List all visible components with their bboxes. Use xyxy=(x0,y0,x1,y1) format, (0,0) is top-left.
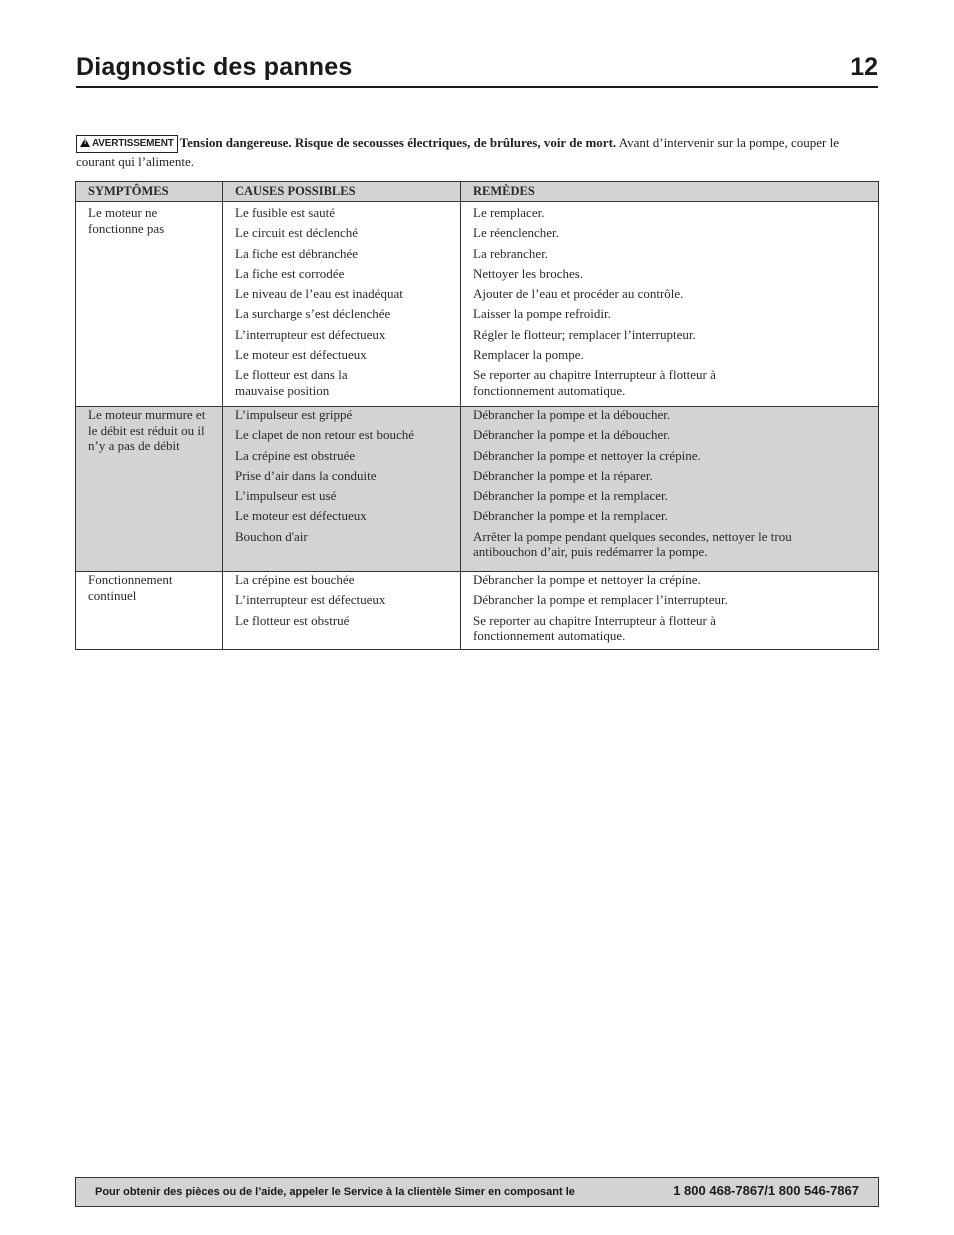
cause-item: Bouchon d'air xyxy=(235,528,308,544)
remedy-item: Débrancher la pompe et nettoyer la crépine. xyxy=(473,572,701,587)
symptom-text: Le moteur ne fonctionne pas xyxy=(88,205,165,236)
remedy-item: Débrancher la pompe et la remplacer. xyxy=(473,508,668,524)
remedies-cell xyxy=(461,202,879,407)
cause-item: Le moteur est défectueux xyxy=(235,347,367,363)
table-row xyxy=(76,572,879,650)
cause-item: La crépine est obstruée xyxy=(235,447,356,463)
cause-item: La surcharge s’est déclenchée xyxy=(235,306,391,322)
cause-item: Le flotteur est dans la mauvaise position xyxy=(235,367,348,398)
remedy-item: Débrancher la pompe et la déboucher. xyxy=(473,427,671,443)
cause-item: La fiche est corrodée xyxy=(235,265,345,281)
cause-item: L’interrupteur est défectueux xyxy=(235,326,386,342)
remedy-item: Le réenclencher. xyxy=(473,225,559,241)
remedy-item: Débrancher la pompe et nettoyer la crépine. xyxy=(473,447,701,463)
warning-text: Avant d’intervenir sur la pompe, couper le courant qui l’alimente. xyxy=(76,135,840,169)
cause-item: Le niveau de l’eau est inadéquat xyxy=(235,286,403,302)
cause-item: Prise d’air dans la conduite xyxy=(235,467,377,483)
warning-badge-label: AVERTISSEMENT xyxy=(92,138,174,149)
warning-notice xyxy=(76,134,878,170)
symptom-cell xyxy=(76,572,223,650)
column-header-causes: CAUSES POSSIBLES xyxy=(223,182,461,202)
column-header-symptoms: SYMPTÔMES xyxy=(76,182,223,202)
page-title: Diagnostic des pannes xyxy=(76,53,353,81)
symptom-text: Le moteur murmure et le débit est réduit ou il n’y a pas de débit xyxy=(88,407,206,453)
remedy-item: Arrêter la pompe pendant quelques secondes, nettoyer le trou antibouchon d’air, puis redémarrer la pompe. xyxy=(473,528,792,560)
cause-item: L’impulseur est grippé xyxy=(235,407,353,422)
cause-item: L’impulseur est usé xyxy=(235,488,337,504)
remedy-item: Remplacer la pompe. xyxy=(473,347,584,363)
remedy-item: Régler le flotteur; remplacer l’interrupteur. xyxy=(473,326,696,342)
troubleshooting-table xyxy=(75,181,879,650)
symptom-cell xyxy=(76,407,223,572)
remedy-item: Débrancher la pompe et la réparer. xyxy=(473,467,653,483)
cause-item: Le moteur est défectueux xyxy=(235,508,367,524)
symptom-cell xyxy=(76,202,223,407)
causes-cell xyxy=(223,407,461,572)
remedy-item: Nettoyer les broches. xyxy=(473,265,584,281)
remedy-item: Débrancher la pompe et la remplacer. xyxy=(473,488,668,504)
table-row xyxy=(76,202,879,407)
table-header-row xyxy=(76,182,879,202)
column-header-remedies: REMÈDES xyxy=(461,182,879,202)
cause-item: Le circuit est déclenché xyxy=(235,225,359,241)
cause-item: La crépine est bouchée xyxy=(235,572,355,587)
cause-item: Le fusible est sauté xyxy=(235,205,335,220)
remedy-item: Ajouter de l’eau et procéder au contrôle. xyxy=(473,286,684,302)
footer-phone: 1 800 468-7867/1 800 546-7867 xyxy=(673,1183,859,1198)
remedy-item: Le remplacer. xyxy=(473,205,545,220)
cause-item: Le clapet de non retour est bouché xyxy=(235,427,415,443)
cause-item: La fiche est débranchée xyxy=(235,245,359,261)
remedies-cell xyxy=(461,407,879,572)
cause-item: L’interrupteur est défectueux xyxy=(235,592,386,608)
warning-badge xyxy=(76,135,178,153)
remedy-item: Laisser la pompe refroidir. xyxy=(473,306,611,322)
remedy-item: Débrancher la pompe et remplacer l’interrupteur. xyxy=(473,592,728,608)
remedy-item: Se reporter au chapitre Interrupteur à flotteur à fonctionnement automatique. xyxy=(473,367,716,398)
warning-bold-text: Tension dangereuse. Risque de secousses électriques, de brûlures, voir de mort. xyxy=(179,135,617,150)
symptom-text: Fonctionnement continuel xyxy=(88,572,173,603)
remedies-cell xyxy=(461,572,879,650)
remedy-item: Débrancher la pompe et la déboucher. xyxy=(473,407,671,422)
remedy-item: La rebrancher. xyxy=(473,245,549,261)
causes-cell xyxy=(223,572,461,650)
footer-contact-bar xyxy=(75,1177,879,1207)
page-header xyxy=(76,50,878,88)
remedy-item: Se reporter au chapitre Interrupteur à flotteur à fonctionnement automatique. xyxy=(473,612,716,644)
cause-item: Le flotteur est obstrué xyxy=(235,612,350,628)
table-row xyxy=(76,407,879,572)
causes-cell xyxy=(223,202,461,407)
page-number: 12 xyxy=(850,53,878,81)
warning-triangle-icon: ! xyxy=(80,138,90,147)
footer-text: Pour obtenir des pièces ou de l’aide, appeler le Service à la clientèle Simer en composant le xyxy=(95,1186,575,1198)
